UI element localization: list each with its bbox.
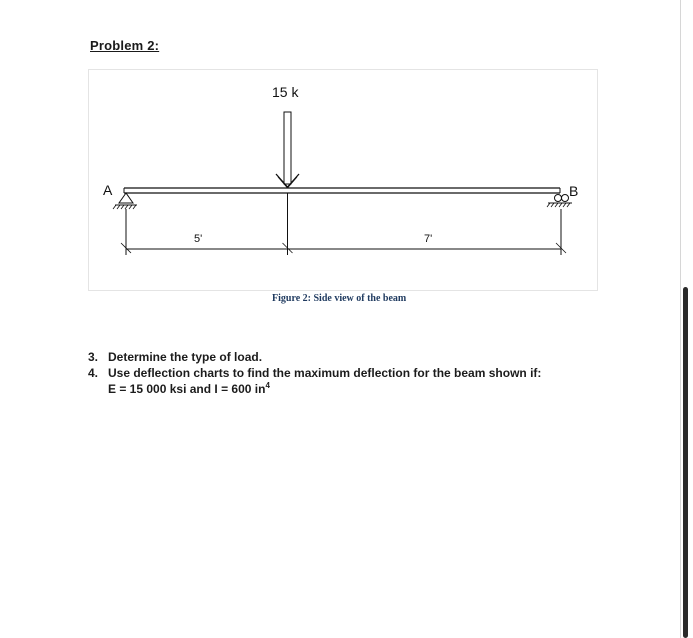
given-text: E = 15 000 ksi and I = 600 in [108, 382, 266, 396]
load-label: 15 k [272, 84, 299, 100]
question-list [88, 349, 541, 397]
question-item [88, 349, 541, 365]
pin-support-icon [113, 193, 137, 209]
support-b-label: B [569, 183, 579, 199]
page-edge [680, 0, 681, 638]
dimension-lines [121, 193, 566, 255]
problem-title: Problem 2: [90, 38, 160, 53]
question-text: Use deflection charts to find the maximum deflection for the beam shown if: [108, 366, 542, 380]
vertical-scrollbar[interactable] [683, 287, 688, 638]
load-arrow-icon [276, 112, 299, 188]
beam-diagram [88, 69, 598, 291]
question-number: 3. [88, 350, 99, 364]
given-exponent: 4 [265, 381, 270, 390]
span-left-label: 5' [194, 233, 203, 245]
question-number: 4. [88, 366, 99, 380]
figure-caption: Figure 2: Side view of the beam [272, 293, 407, 304]
question-text: Determine the type of load. [108, 350, 263, 364]
span-right-label: 7' [424, 233, 433, 245]
support-a-label: A [103, 182, 113, 198]
beam [124, 188, 560, 193]
given-values [88, 381, 541, 397]
question-item [88, 365, 541, 381]
